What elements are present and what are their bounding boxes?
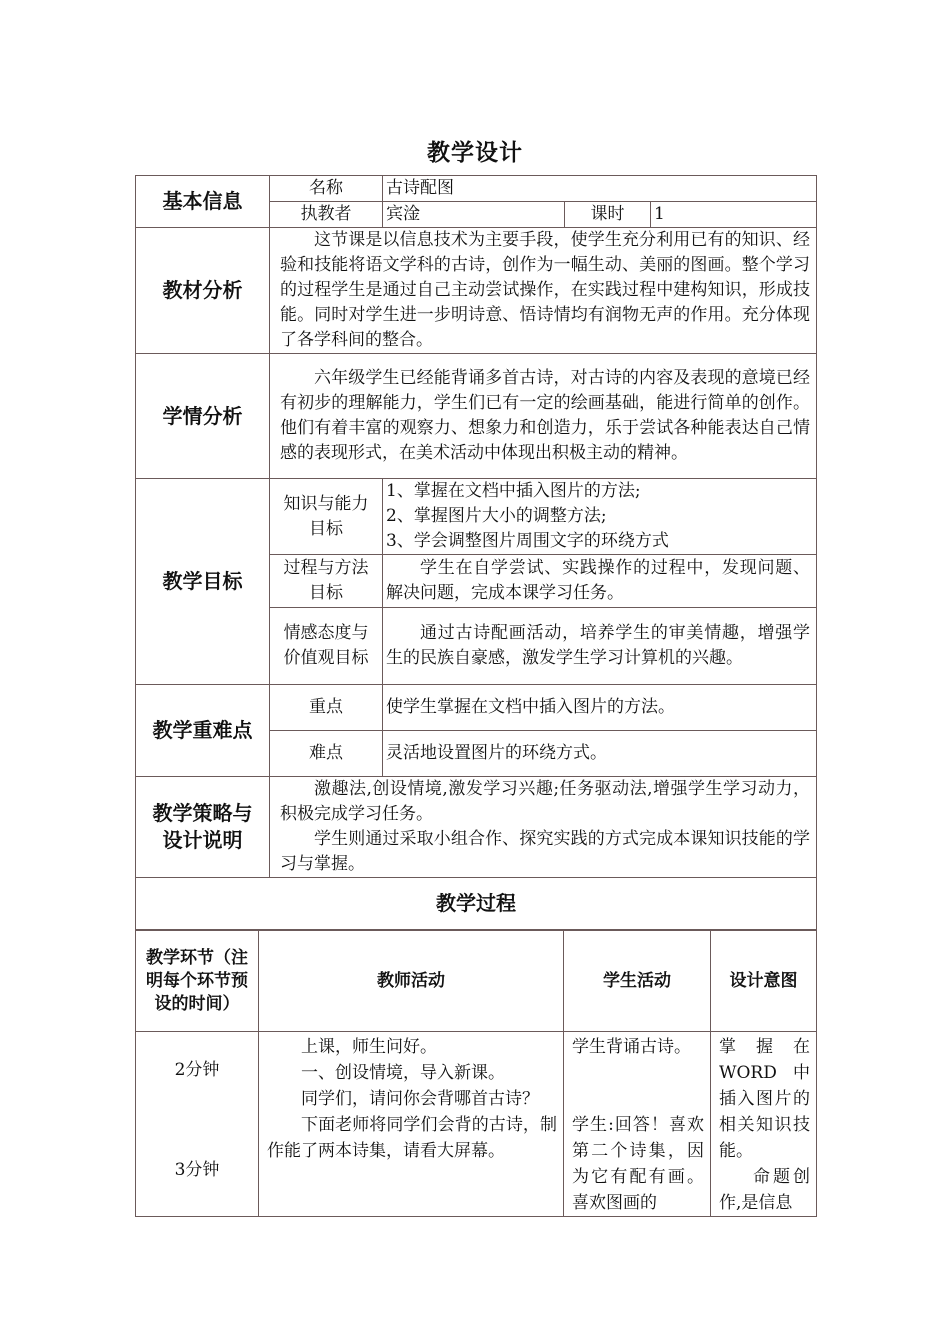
emotion-goal-text: 通过古诗配画活动，培养学生的审美情趣，增强学生的民族自豪感，激发学生学习计算机的兴趣。 [383,608,817,685]
design-table [135,175,817,930]
emotion-goal-label: 情感态度与价值观目标 [270,608,383,685]
col-student-header: 学生活动 [564,931,711,1032]
list-item: 2、掌握图片大小的调整方法; [386,506,607,526]
material-analysis-text: 这节课是以信息技术为主要手段，使学生充分利用已有的知识、经验和技能将语文学科的古诗，创作为一幅生动、美丽的图画。整个学习的过程学生是通过自己主动尝试操作，在实践过程中建构知识，形成技能。同时对学生进一步明诗意、悟诗情均有润物无声的作用。充分体现了各学科间的整合。 [270,228,817,354]
process-goal-label: 过程与方法目标 [270,555,383,608]
teaching-goals-label: 教学目标 [136,479,270,685]
teacher-label: 执教者 [270,202,383,228]
knowledge-goal-label: 知识与能力目标 [270,479,383,555]
key-point-text: 使学生掌握在文档中插入图片的方法。 [383,685,817,731]
time-label: 3分钟 [174,1160,220,1180]
key-point-label: 重点 [270,685,383,731]
col-stage-header: 教学环节（注明每个环节预设的时间） [136,931,259,1032]
basic-info-label: 基本信息 [136,176,270,228]
process-table [135,930,817,1217]
teacher-name: 宾淦 [383,202,565,228]
process-goal-text: 学生在自学尝试、实践操作的过程中，发现问题、解决问题，完成本课学习任务。 [383,555,817,608]
col-teacher-header: 教师活动 [259,931,564,1032]
period-label: 课时 [565,202,651,228]
stage-cell [136,1032,259,1217]
student-analysis-text: 六年级学生已经能背诵多首古诗，对古诗的内容及表现的意境已经有初步的理解能力，学生们已有一定的绘画基础，能进行简单的创作。他们有着丰富的观察力、想象力和创造力，乐于尝试各种能表达自己情感的表现形式，在美术活动中体现出积极主动的精神。 [270,354,817,479]
list-item: 3、学会调整图片周围文字的环绕方式 [386,531,669,551]
strategy-label: 教学策略与设计说明 [136,777,270,878]
student-activity-cell: 学生背诵古诗。 学生:回答！喜欢第二个诗集，因为它有配有画。喜欢图画的 [564,1032,711,1217]
difficult-point-label: 难点 [270,731,383,777]
table-row [136,1032,817,1217]
lesson-name: 古诗配图 [383,176,817,202]
student-analysis-label: 学情分析 [136,354,270,479]
time-label: 2分钟 [174,1060,220,1080]
process-title: 教学过程 [136,878,817,930]
design-intent-cell: 掌握在WORD中插入图片的相关知识技能。 命题创作,是信息 [711,1032,817,1217]
material-analysis-label: 教材分析 [136,228,270,354]
name-label: 名称 [270,176,383,202]
key-difficult-label: 教学重难点 [136,685,270,777]
col-intent-header: 设计意图 [711,931,817,1032]
page-title: 教学设计 [427,140,523,166]
difficult-point-text: 灵活地设置图片的环绕方式。 [383,731,817,777]
strategy-text: 激趣法,创设情境,激发学习兴趣;任务驱动法,增强学生学习动力，积极完成学习任务。 学生则通过采取小组合作、探究实践的方式完成本课知识技能的学习与掌握。 [270,777,817,878]
knowledge-goal-list [383,479,817,555]
teacher-activity-cell: 上课，师生问好。 一、创设情境，导入新课。 同学们，请问你会背哪首古诗？ 下面老师将同学们会背的古诗，制作能了两本诗集，请看大屏幕。 [259,1032,564,1217]
list-item: 1、掌握在文档中插入图片的方法; [386,481,641,501]
period-value: 1 [651,202,817,228]
